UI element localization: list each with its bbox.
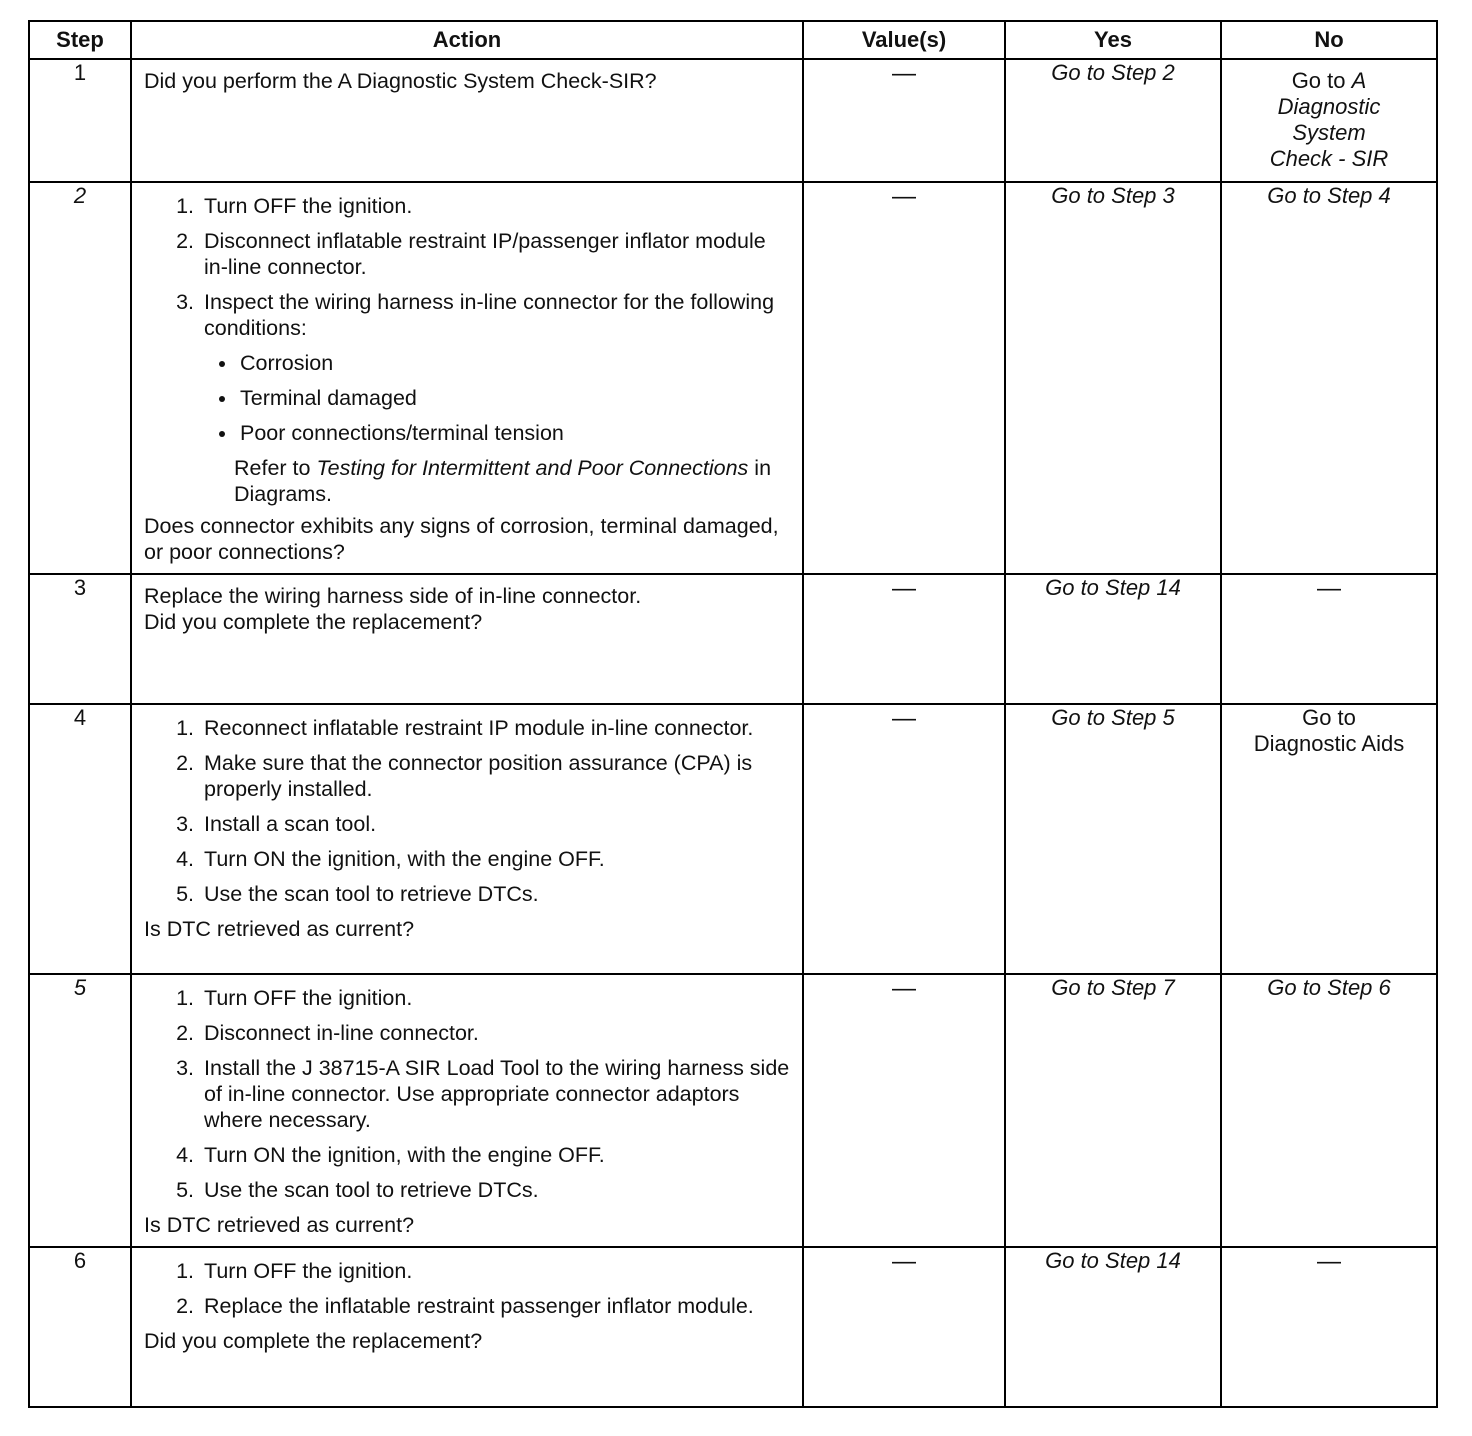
condition-item: • Terminal damaged (238, 385, 792, 411)
reference-prefix: Refer to (234, 456, 311, 480)
action-cell (131, 182, 803, 574)
yes-cell: Go to Step 7 (1005, 974, 1221, 1247)
table-row-step-2 (29, 182, 1437, 574)
reference-note (234, 455, 792, 507)
value-cell: — (803, 704, 1005, 974)
action-instruction: Replace the wiring harness side of in-line connector. (144, 584, 642, 608)
action-cell (131, 1247, 803, 1407)
header-action: Action (131, 21, 803, 59)
header-yes: Yes (1005, 21, 1221, 59)
yes-cell: Go to Step 14 (1005, 1247, 1221, 1407)
no-cell: Go to Step 6 (1221, 974, 1437, 1247)
no-cell (1221, 704, 1437, 974)
header-row (29, 21, 1437, 59)
action-question: Is DTC retrieved as current? (144, 1213, 415, 1237)
header-values: Value(s) (803, 21, 1005, 59)
action-step: 1. Turn OFF the ignition. (200, 193, 792, 219)
action-question: Does connector exhibits any signs of corrosion, terminal damaged, or poor connections? (144, 514, 779, 564)
action-question: Did you perform the A Diagnostic System Check-SIR? (144, 69, 657, 93)
table-row-step-4 (29, 704, 1437, 974)
diagnostic-table (28, 20, 1438, 1408)
action-steps (144, 1258, 792, 1328)
action-step: 5. Use the scan tool to retrieve DTCs. (200, 1177, 792, 1203)
no-link-system: System (1292, 120, 1366, 145)
action-step: 4. Turn ON the ignition, with the engine OFF. (200, 846, 792, 872)
action-step: 2. Make sure that the connector position assurance (CPA) is properly installed. (200, 750, 792, 802)
value-cell: — (803, 182, 1005, 574)
reference-target: Diagrams. (234, 482, 332, 506)
yes-cell: Go to Step 5 (1005, 704, 1221, 974)
action-step: 3. Install a scan tool. (200, 811, 792, 837)
condition-item: • Poor connections/terminal tension (238, 420, 792, 446)
action-step-text: Inspect the wiring harness in-line connector for the following conditions: (204, 290, 775, 340)
action-question: Did you complete the replacement? (144, 610, 483, 634)
table-row-step-1 (29, 59, 1437, 182)
header-step: Step (29, 21, 131, 59)
no-cell: — (1221, 574, 1437, 704)
value-cell: — (803, 974, 1005, 1247)
no-prefix: Go to (1291, 68, 1346, 93)
no-link-diagnostic: Diagnostic (1277, 94, 1381, 119)
step-number: 3 (29, 574, 131, 704)
no-cell: — (1221, 1247, 1437, 1407)
yes-cell: Go to Step 3 (1005, 182, 1221, 574)
action-steps (144, 985, 792, 1212)
action-step: 5. Use the scan tool to retrieve DTCs. (200, 881, 792, 907)
step-number: 1 (29, 59, 131, 182)
action-steps (144, 715, 792, 916)
action-step: 1. Reconnect inflatable restraint IP module in-line connector. (200, 715, 792, 741)
table-row-step-5 (29, 974, 1437, 1247)
no-cell: Go to Step 4 (1221, 182, 1437, 574)
action-step: 2. Disconnect in-line connector. (200, 1020, 792, 1046)
no-link-check-sir: Check - SIR (1269, 146, 1389, 171)
action-step: 3. Install the J 38715-A SIR Load Tool to the wiring harness side of in-line connector. Use appropriate connector adaptors where necessary. (200, 1055, 792, 1133)
action-steps (144, 193, 792, 455)
table-row-step-6 (29, 1247, 1437, 1407)
step-number: 5 (29, 974, 131, 1247)
value-cell: — (803, 59, 1005, 182)
action-question: Did you complete the replacement? (144, 1329, 483, 1353)
reference-link: Testing for Intermittent and Poor Connections (316, 456, 749, 480)
no-line: Diagnostic Aids (1253, 731, 1405, 756)
action-cell (131, 704, 803, 974)
value-cell: — (803, 1247, 1005, 1407)
no-link-a: A (1351, 68, 1367, 93)
action-step: 2. Replace the inflatable restraint passenger inflator module. (200, 1293, 792, 1319)
condition-item: • Corrosion (238, 350, 792, 376)
action-step: 4. Turn ON the ignition, with the engine OFF. (200, 1142, 792, 1168)
action-cell (131, 574, 803, 704)
table-row-step-3 (29, 574, 1437, 704)
no-cell (1221, 59, 1437, 182)
header-no: No (1221, 21, 1437, 59)
action-step: 1. Turn OFF the ignition. (200, 1258, 792, 1284)
reference-in: in (754, 456, 772, 480)
no-line: Go to (1302, 705, 1356, 730)
action-question: Is DTC retrieved as current? (144, 917, 415, 941)
action-step: 1. Turn OFF the ignition. (200, 985, 792, 1011)
action-step: 2. Disconnect inflatable restraint IP/passenger inflator module in-line connector. (200, 228, 792, 280)
action-cell (131, 59, 803, 182)
step-number: 6 (29, 1247, 131, 1407)
condition-list (204, 350, 792, 446)
yes-cell: Go to Step 14 (1005, 574, 1221, 704)
action-cell (131, 974, 803, 1247)
action-step (200, 289, 792, 446)
step-number: 4 (29, 704, 131, 974)
value-cell: — (803, 574, 1005, 704)
step-number: 2 (29, 182, 131, 574)
yes-cell: Go to Step 2 (1005, 59, 1221, 182)
